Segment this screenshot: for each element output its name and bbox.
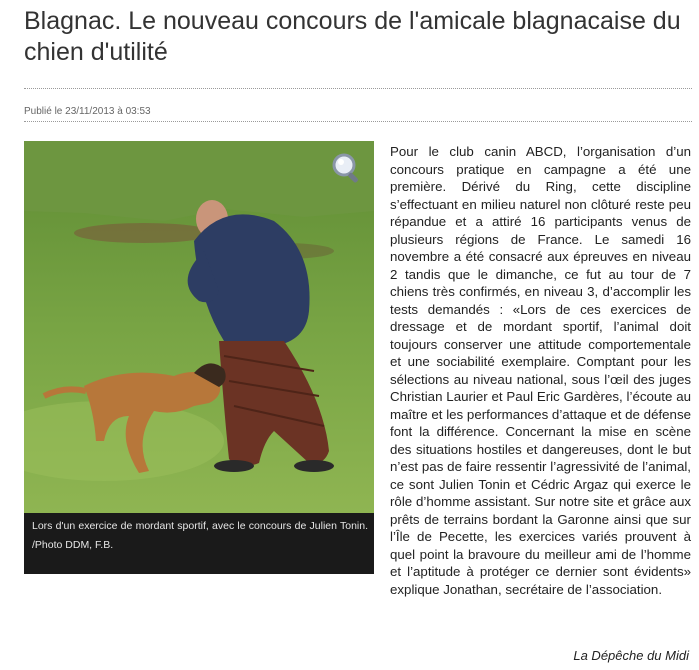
publication-date: Publié le 23/11/2013 à 03:53: [24, 106, 151, 117]
divider: [24, 121, 692, 122]
article-title: Blagnac. Le nouveau concours de l'amicale blagnacaise du chien d'utilité: [24, 7, 681, 66]
article-text: Pour le club canin ABCD, l’organisation d’un concours pratique en campagne a été une première. Dérivé du Ring, cette discipline s’effectuant en milieu naturel non clôturé reste peu répandue et a attiré 16 participants venus de plusieurs régions de France. Le samedi 16 novembre a été consacré aux épreuves en niveau 2 tandis que le dimanche, ce fut au tour de 7 chiens très confirmés, en niveau 3, d’accomplir les tests demandés : «Lors de ces exercices de dressage et de mordant sportif, l’animal doit toujours conserver une attitude comportementale et une sociabilité exemplaire. Comptant pour les sélections au niveau national, sous l’œil des juges Christian Laurier et Paul Eric Gardères, l’écoute au maître et les performances d’attaque et de défense font la différence. Concernant la mise en scène des situations hostiles et dangereuses, dont le but n’est pas de faire ressentir l’agressivité de l’animal, ce sont Julien Tonin et Cédric Argaz qui exerce le rôle d’homme assistant. Sur notre site et grâce aux prêts de terrains bordant la Garonne ainsi que sur l’Île de Pecette, les exercices variés prouvent à quel point la bravoure du meilleur ami de l’homme et l’aptitude à protéger ce dernier sont évidents» explique Jonathan, secrétaire de l’association.: [390, 144, 691, 597]
float-spacer: [24, 143, 390, 587]
article-source: La Dépêche du Midi: [573, 648, 689, 663]
article-body: [24, 143, 691, 598]
divider: [24, 88, 692, 89]
photo-caption: Lors d'un exercice de mordant sportif, avec le concours de Julien Tonin. /Photo DDM, F.B.: [32, 520, 368, 551]
